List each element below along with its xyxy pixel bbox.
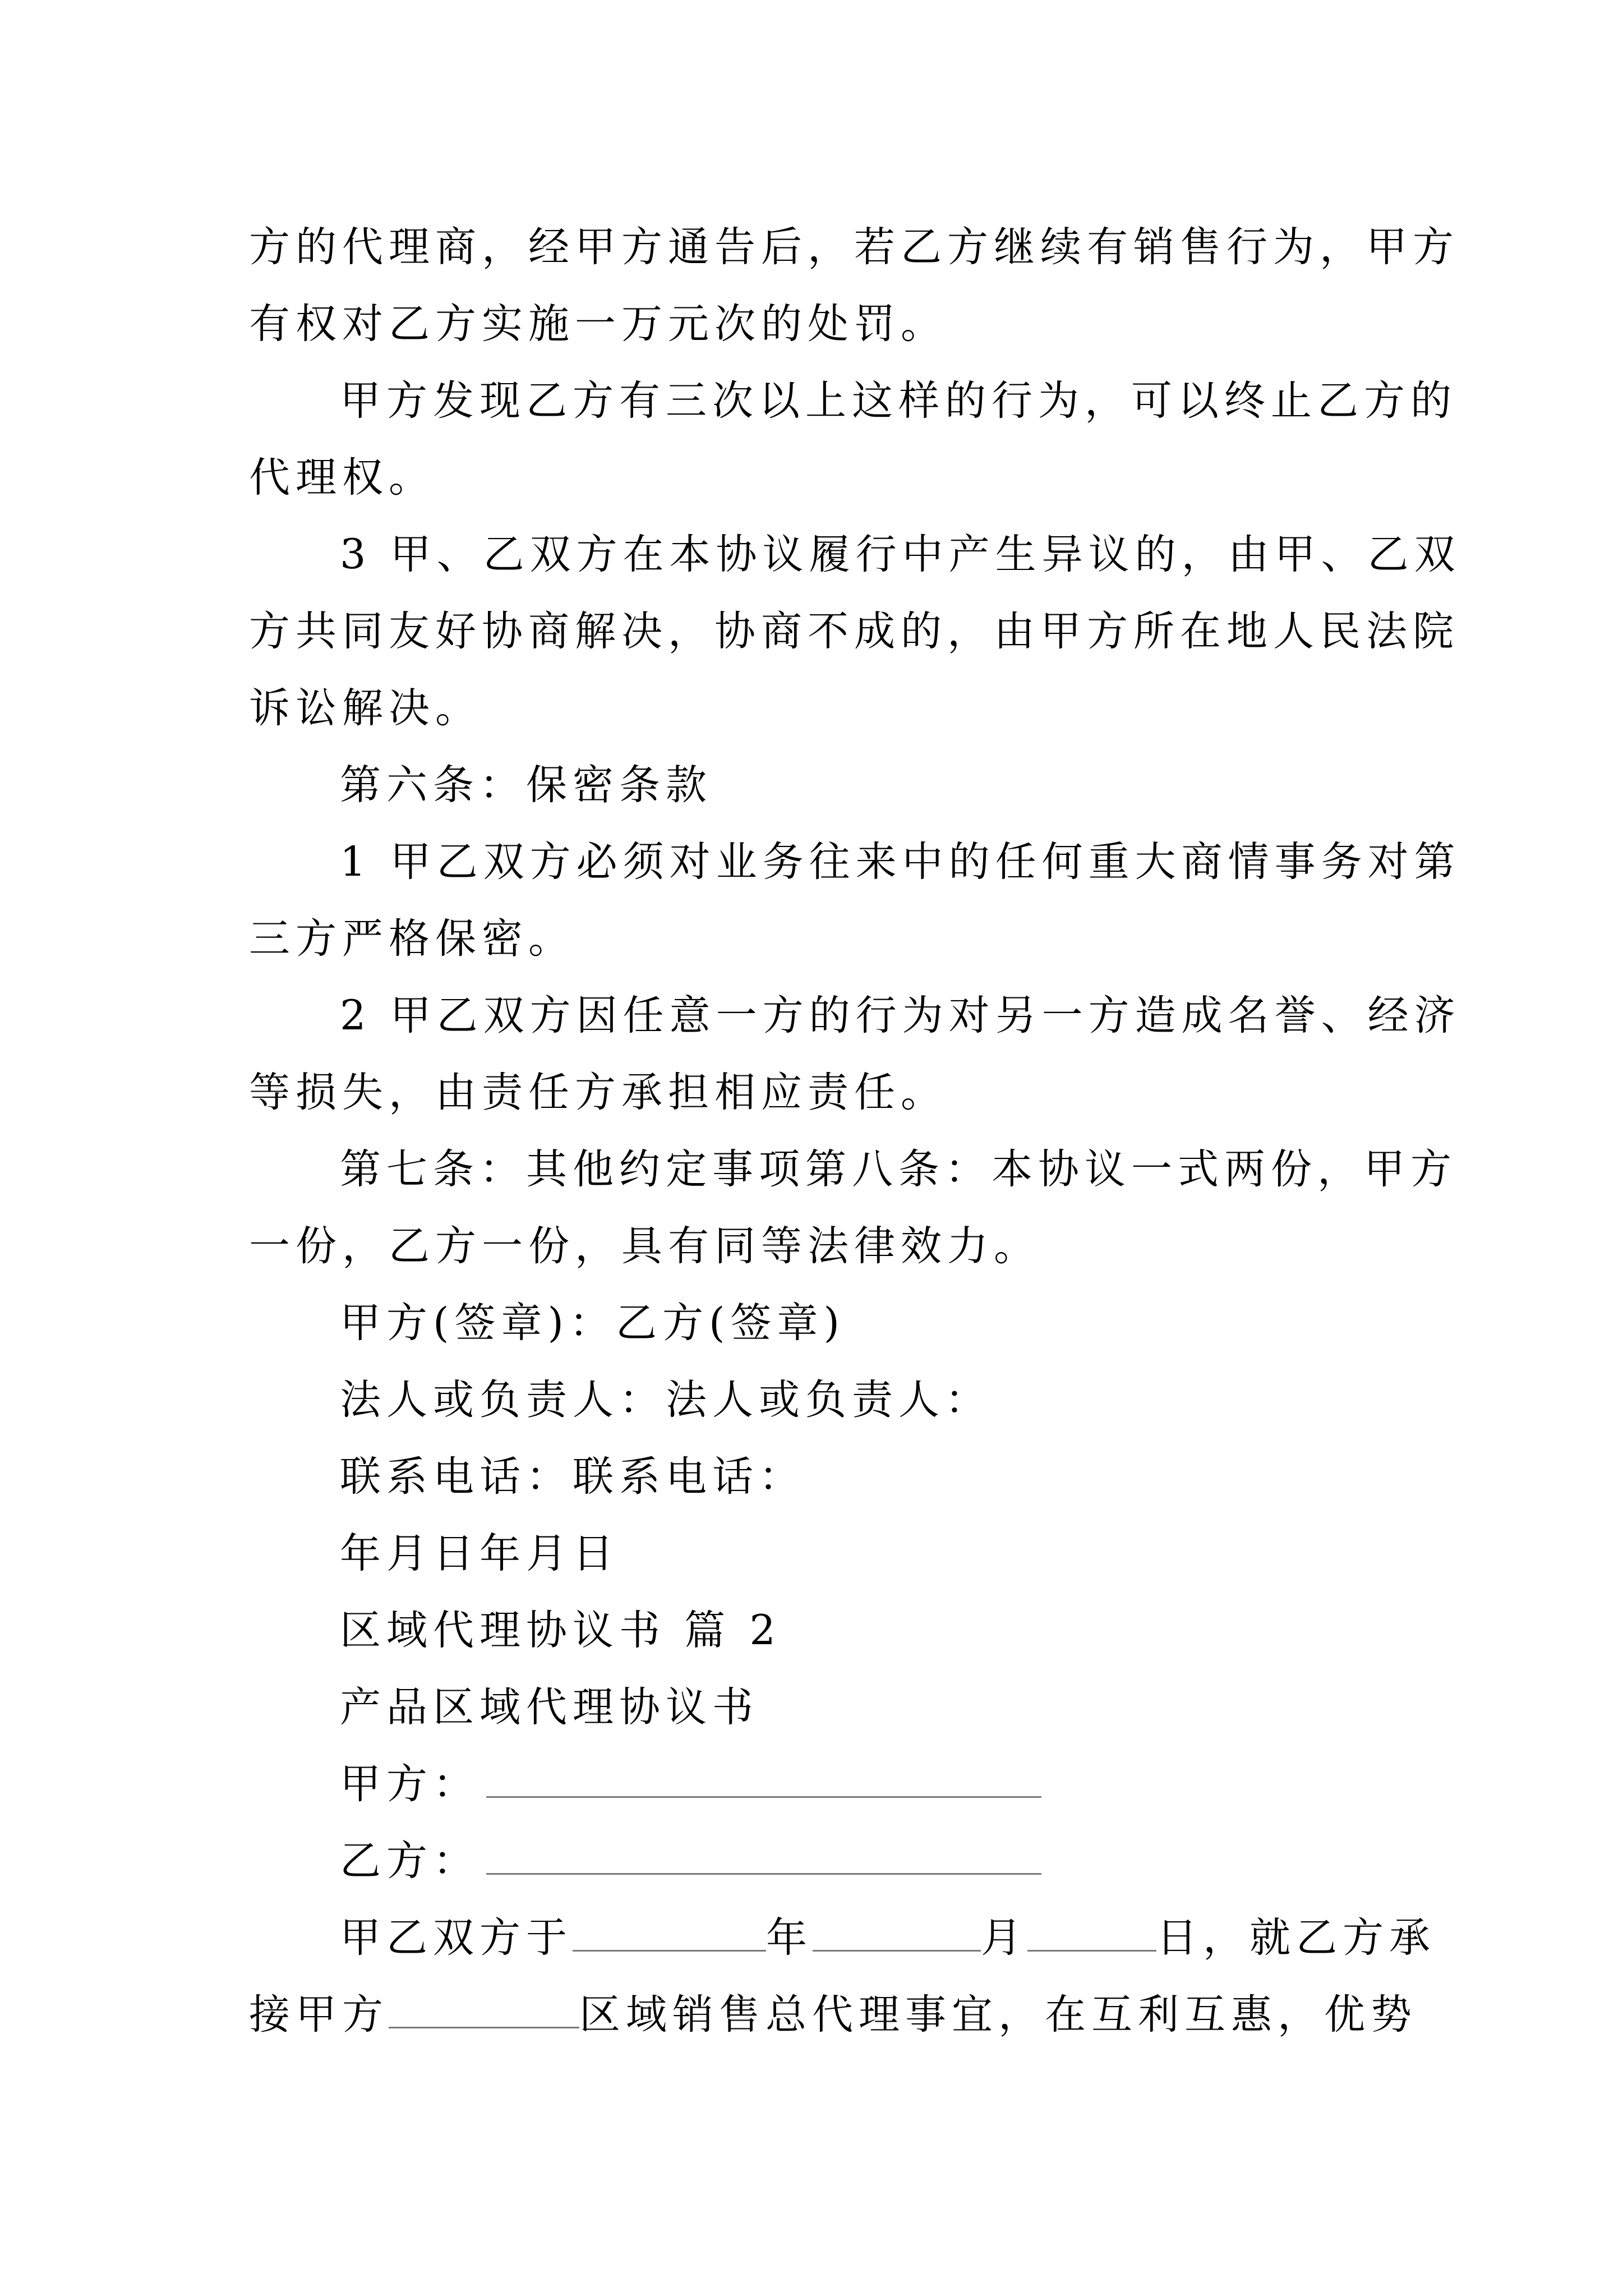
text-segment: 甲乙双方于 [340,1914,573,1962]
date-line: 年月日年月日 [340,1530,619,1577]
text-segment: 区域销售总代理事宜，在互利互惠，优势 [579,1991,1417,2039]
paragraph-line: 方的代理商，经甲方通告后，若乙方继续有销售行为，甲方 [249,223,1459,271]
paragraph-line: 甲方发现乙方有三次以上这样的行为，可以终止乙方的 [340,377,1457,425]
text-segment: 年 [766,1914,813,1962]
text-segment: 日，就乙方承 [1156,1914,1436,1962]
party-b-blank [486,1841,1041,1875]
paragraph-line: 一份，乙方一份，具有同等法律效力。 [249,1222,1040,1270]
agreement-region-line [249,1976,1417,2053]
party-b-label: 乙方： [340,1837,479,1885]
paragraph-line: 3 甲、乙双方在本协议履行中产生异议的，由甲、乙双 [340,531,1461,578]
party-b-line [249,1823,1387,1899]
month-blank [813,1917,981,1952]
paragraph-line: 2 甲乙双方因任意一方的行为对另一方造成名誉、经济 [340,992,1461,1039]
phone-line: 联系电话：联系电话： [340,1453,805,1501]
agreement-date-line [249,1899,1436,1976]
text-segment: 月 [981,1914,1027,1962]
agreement-subtitle: 产品区域代理协议书 [340,1683,759,1731]
paragraph-line: 三方严格保密。 [249,915,575,963]
party-a-blank [486,1764,1041,1798]
paragraph-line: 诉讼解决。 [249,684,482,732]
agreement-title: 区域代理协议书 篇 2 [340,1607,781,1654]
paragraph-line: 等损失，由责任方承担相应责任。 [249,1069,947,1116]
document-body [249,209,1461,2053]
paragraph-line: 代理权。 [249,454,435,501]
day-blank [1027,1917,1156,1952]
party-a-label: 甲方： [340,1760,479,1808]
party-a-line [249,1746,1387,1823]
section-heading: 第六条：保密条款 [340,761,712,809]
paragraph-line: 有权对乙方实施一万元次的处罚。 [249,300,947,348]
paragraph-line: 第七条：其他约定事项第八条：本协议一式两份，甲方 [340,1145,1457,1193]
paragraph-line: 1 甲乙双方必须对业务往来中的任何重大商情事务对第 [340,838,1461,886]
signature-line: 甲方(签章)：乙方(签章) [340,1299,845,1347]
region-blank [389,1994,579,2028]
paragraph-line: 方共同友好协商解决，协商不成的，由甲方所在地人民法院 [249,608,1459,655]
year-blank [573,1917,766,1952]
representative-line: 法人或负责人：法人或负责人： [340,1376,992,1424]
text-segment: 接甲方 [249,1991,389,2039]
